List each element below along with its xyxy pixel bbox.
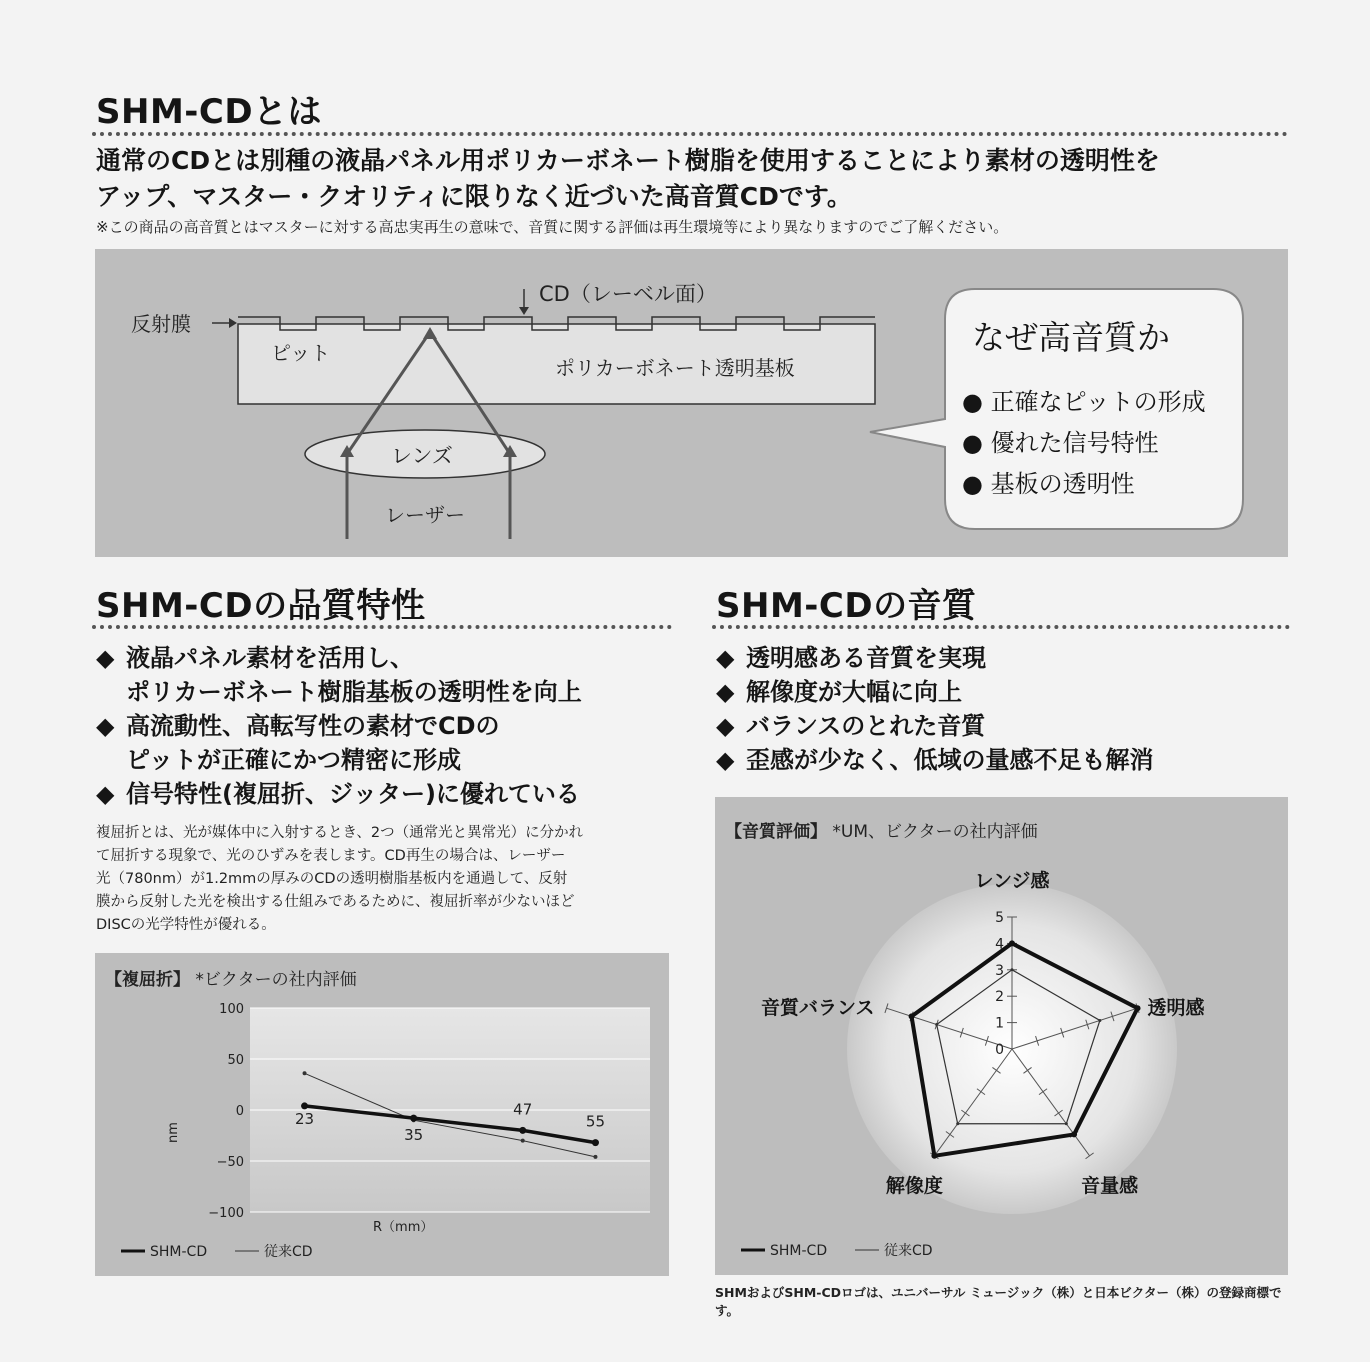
data-label: 23 xyxy=(294,1109,315,1128)
why-item: ● 優れた信号特性 xyxy=(962,429,1159,457)
radar-axis-label: 音質バランス xyxy=(761,997,875,1020)
sound-bullet: ◆ バランスのとれた音質 xyxy=(716,712,986,740)
sound-evaluation-chart-panel xyxy=(715,797,1288,1275)
lens-label: レンズ xyxy=(391,444,453,468)
quality-bullet-cont: ポリカーボネート樹脂基板の透明性を向上 xyxy=(126,678,582,706)
y-tick-label: 50 xyxy=(227,1053,244,1068)
radar-tick-label: 0 xyxy=(995,1042,1004,1058)
why-item: ● 基板の透明性 xyxy=(962,470,1135,498)
trademark-footer: SHMおよびSHM-CDロゴは、ユニバーサル ミュージック（株）と日本ビクター（株）の登録商標です。 xyxy=(715,1285,1282,1318)
birefringence-chart-title: 【複屈折】 *ビクターの社内評価 xyxy=(105,970,357,990)
dotted-divider xyxy=(92,625,672,629)
data-point xyxy=(592,1139,599,1146)
quality-bullets xyxy=(96,641,696,811)
about-lead-line2: アップ、マスター・クオリティに限りなく近づいた高音質CDです。 xyxy=(96,182,852,211)
data-label: 35 xyxy=(404,1126,424,1145)
radar-tick-label: 4 xyxy=(995,936,1004,953)
data-label: 55 xyxy=(585,1112,606,1131)
legend-conv: 従来CD xyxy=(264,1244,313,1260)
y-tick-label: −100 xyxy=(208,1206,244,1221)
radar-point xyxy=(1065,1122,1068,1125)
radar-point xyxy=(935,1023,938,1026)
substrate-label: ポリカーボネート透明基板 xyxy=(555,356,795,380)
dotted-divider xyxy=(92,132,1288,136)
section-title-about: SHM-CDとは xyxy=(96,92,323,132)
y-tick-label: 100 xyxy=(219,1002,244,1017)
radar-axis-label: 解像度 xyxy=(885,1174,943,1197)
radar-tick-label: 5 xyxy=(995,910,1004,926)
birefringence-chart xyxy=(95,953,669,1276)
radar-point xyxy=(1071,1131,1077,1137)
sound-bullets xyxy=(716,641,1296,777)
data-point xyxy=(593,1155,597,1159)
about-lead-line1: 通常のCDとは別種の液晶パネル用ポリカーボネート樹脂を使用することにより素材の透明性を xyxy=(96,146,1160,175)
pit-label: ピット xyxy=(271,341,331,365)
cd-label-text: CD（レーベル面） xyxy=(539,282,717,306)
birefringence-description: 複屈折とは、光が媒体中に入射するとき、2つ（通常光と異常光）に分かれ て屈折する現象で、光のひずみを表します。CD再生の場合は、レーザー 光（780nm）が1.2mmの厚みのCDの透明樹脂基板内を通過して、反射 膜から反射した光を検出する仕組みであるために、複屈折率が少ないほど DISCの光学特性が優れる。 xyxy=(96,825,584,933)
reflective-film-label: 反射膜 xyxy=(131,312,191,336)
quality-bullet: ◆ 液晶パネル素材を活用し、 xyxy=(96,644,414,672)
birefringence-chart-panel xyxy=(95,953,669,1276)
radar-point xyxy=(1135,1005,1141,1011)
y-tick-label: −50 xyxy=(216,1155,244,1170)
section-title-sound: SHM-CDの音質 xyxy=(716,586,977,626)
data-point xyxy=(303,1071,307,1075)
data-point xyxy=(521,1139,525,1143)
sound-bullet: ◆ 歪感が少なく、低域の量感不足も解消 xyxy=(716,746,1154,774)
data-point xyxy=(410,1115,417,1122)
dotted-divider xyxy=(712,625,1290,629)
about-note: ※この商品の高音質とはマスターに対する高忠実再生の意味で、音質に関する評価は再生環境等により異なりますのでご了解ください。 xyxy=(96,218,1009,236)
quality-bullet: ◆ 高流動性、高転写性の素材でCDの xyxy=(96,712,500,740)
radar-axis-label: 透明感 xyxy=(1147,997,1205,1020)
why-list xyxy=(962,382,1206,505)
radar-point xyxy=(909,1013,915,1019)
radar-tick-label: 1 xyxy=(995,1015,1004,1032)
x-axis-label: R（mm） xyxy=(373,1220,434,1235)
y-tick-label: 0 xyxy=(235,1104,244,1119)
data-point xyxy=(519,1127,526,1134)
sound-bullet: ◆ 解像度が大幅に向上 xyxy=(716,678,962,706)
section-title-quality: SHM-CDの品質特性 xyxy=(96,586,426,626)
why-item: ● 正確なピットの形成 xyxy=(962,388,1206,416)
data-label: 47 xyxy=(513,1100,533,1119)
sound-chart-title: 【音質評価】 *UM、ビクターの社内評価 xyxy=(725,822,1038,842)
why-title: なぜ高音質か xyxy=(972,318,1170,357)
radar-tick-label: 2 xyxy=(995,989,1004,1006)
legend-shm: SHM-CD xyxy=(770,1243,828,1259)
legend-conv: 従来CD xyxy=(884,1243,933,1259)
radar-point xyxy=(1098,1019,1101,1022)
radar-point xyxy=(931,1153,937,1159)
quality-bullet-cont: ピットが正確にかつ精密に形成 xyxy=(126,746,462,774)
about-lead xyxy=(96,143,1296,215)
radar-point xyxy=(1011,968,1014,971)
laser-label: レーザー xyxy=(385,503,465,527)
radar-axis-label: レンジ感 xyxy=(974,870,1050,892)
radar-point xyxy=(956,1122,959,1125)
radar-axis-label: 音量感 xyxy=(1081,1174,1139,1197)
data-point xyxy=(301,1102,308,1109)
quality-bullet: ◆ 信号特性(複屈折、ジッター)に優れている xyxy=(96,780,580,808)
legend-shm: SHM-CD xyxy=(150,1244,208,1260)
radar-point xyxy=(1009,940,1015,946)
radar-chart xyxy=(715,797,1288,1275)
radar-tick-label: 3 xyxy=(995,962,1004,979)
sound-bullet: ◆ 透明感ある音質を実現 xyxy=(716,644,986,672)
y-axis-label: nm xyxy=(166,1122,181,1143)
